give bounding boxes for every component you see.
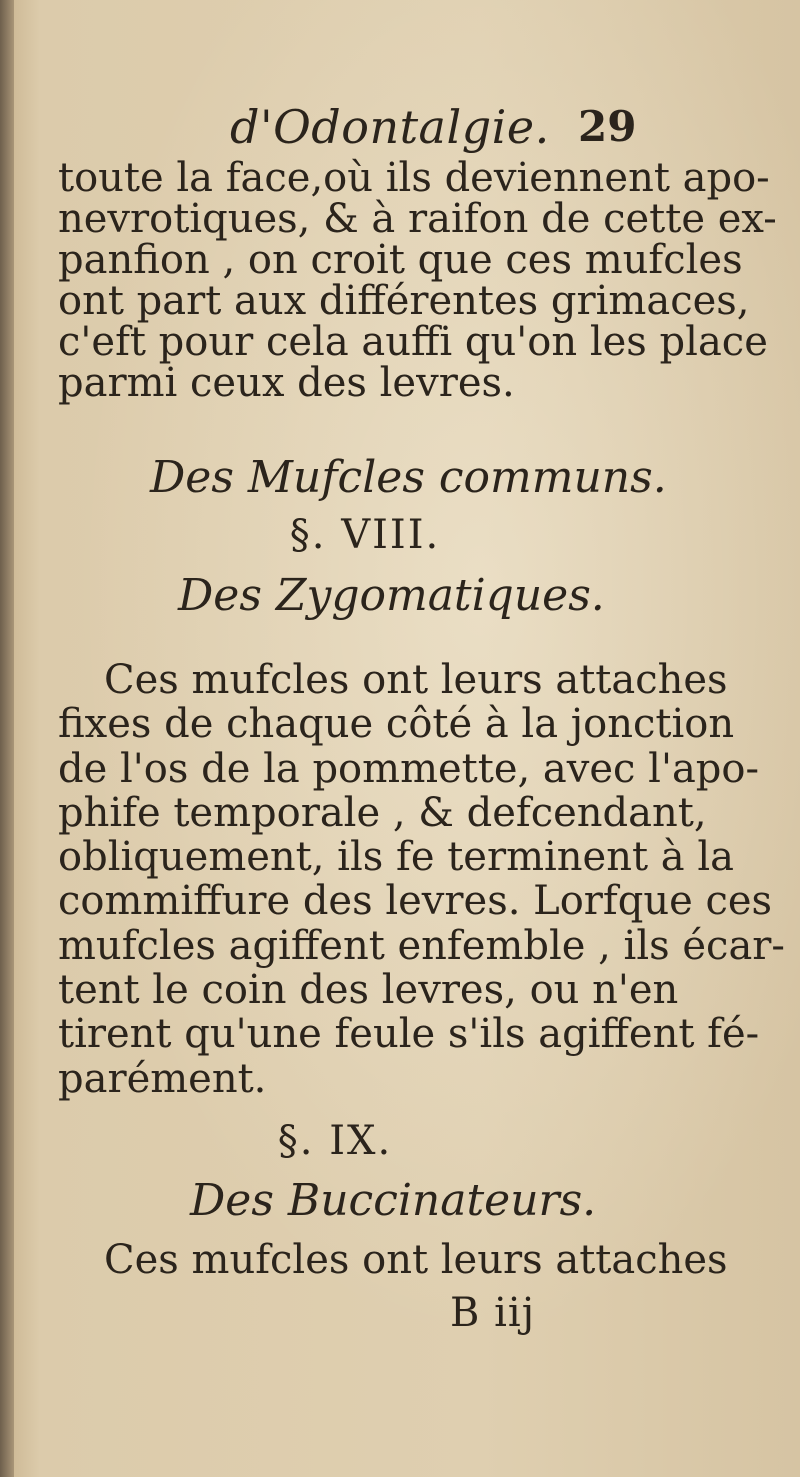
page-header [0,100,800,160]
text-line: parmi ceux des levres. [58,360,515,406]
paragraph-2 [58,657,785,1102]
section-number-8: §. VIII. [289,512,441,558]
text-line: tirent qu'une feule s'ils agiffent fé- [58,1011,760,1058]
text-line: ont part aux différentes grimaces, [58,278,750,324]
paragraph-3 [58,1237,728,1283]
text-line: toute la face,où ils deviennent apo- [58,155,770,201]
text-line: nevrotiques, & à raifon de cette ex- [58,196,777,242]
text-line: Ces mufcles ont leurs attaches [104,657,728,703]
section-9-title: Des Buccinateurs. [190,1175,597,1226]
text-line: commiffure des levres. Lorfque ces [58,878,773,925]
text-line: panfion , on croit que ces mufcles [58,237,743,283]
text-line: mufcles agiffent enfemble , ils écar- [58,922,785,969]
text-line: c'eft pour cela auffi qu'on les place [58,319,768,365]
running-title: d'Odontalgie. [230,100,550,154]
text-line: Ces mufcles ont leurs attaches [104,1237,728,1283]
section-number-9: §. IX. [277,1118,393,1164]
text-line: tent le coin des levres, ou n'en [58,967,679,1014]
text-line: fixes de chaque côté à la jonction [58,701,735,748]
page-gutter [0,0,14,1477]
text-line: parément. [58,1055,267,1102]
paragraph-1 [58,155,777,406]
signature-mark: B iij [450,1290,536,1336]
text-line: de l'os de la pommette, avec l'apo- [58,745,759,792]
text-line: obliquement, ils fe terminent à la [58,834,734,881]
text-line: phife temporale , & defcendant, [58,789,707,836]
section-title: Des Mufcles communs. [150,452,667,503]
section-8-title: Des Zygomatiques. [178,570,605,621]
page-number: 29 [578,102,637,151]
